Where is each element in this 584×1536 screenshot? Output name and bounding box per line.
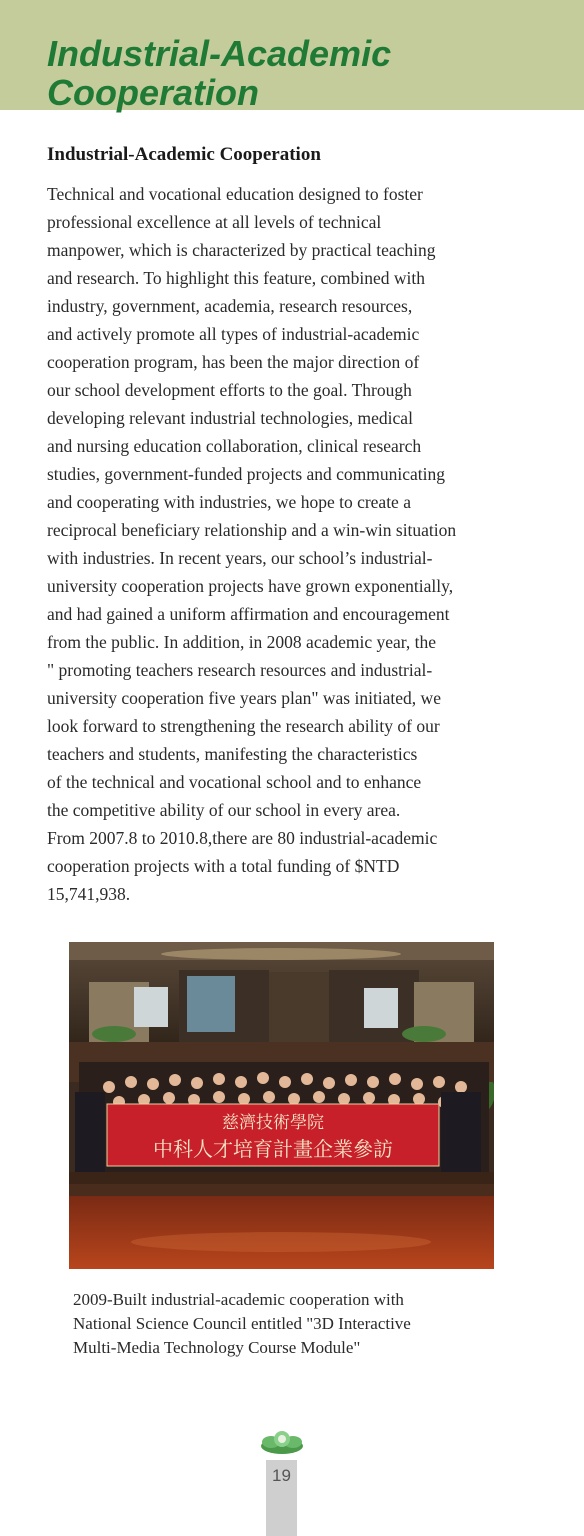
- banner-text-line1: 慈濟技術學院: [222, 1113, 324, 1133]
- body-line: teachers and students, manifesting the characteristics: [47, 744, 418, 764]
- body-line: developing relevant industrial technologies, medical: [47, 408, 413, 428]
- page-title: Industrial-Academic Cooperation: [47, 33, 392, 113]
- body-line: our school development efforts to the goal. Through: [47, 380, 412, 400]
- body-line: From 2007.8 to 2010.8,there are 80 industrial-academic: [47, 828, 438, 848]
- body-line: " promoting teachers research resources and industrial-: [47, 660, 433, 680]
- header-band: [0, 0, 584, 113]
- body-line: and cooperating with industries, we hope to create a: [47, 492, 411, 512]
- body-line: and actively promote all types of industrial-academic: [47, 324, 420, 344]
- body-line: studies, government-funded projects and communicating: [47, 464, 446, 484]
- section-heading: Industrial-Academic Cooperation: [47, 144, 321, 165]
- body-line: 15,741,938.: [47, 884, 131, 904]
- lotus-emblem-icon: [259, 1428, 305, 1458]
- body-line: and nursing education collaboration, clinical research: [47, 436, 422, 456]
- page-number-tab: [266, 1460, 297, 1536]
- caption-line: 2009-Built industrial-academic cooperation with: [73, 1290, 404, 1309]
- body-line: look forward to strengthening the research ability of our: [47, 716, 440, 736]
- body-line: from the public. In addition, in 2008 academic year, the: [47, 632, 437, 652]
- banner-text-line2: 中科人才培育計畫企業參訪: [153, 1137, 393, 1161]
- body-line: and had gained a uniform affirmation and encouragement: [47, 604, 450, 624]
- group-photo-illustration: [69, 942, 494, 1269]
- body-line: cooperation program, has been the major direction of: [47, 352, 420, 372]
- body-line: cooperation projects with a total funding of $NTD: [47, 856, 400, 876]
- body-line: with industries. In recent years, our school’s industrial-: [47, 548, 433, 568]
- body-line: university cooperation projects have grown exponentially,: [47, 576, 454, 596]
- caption-line: Multi-Media Technology Course Module": [73, 1338, 361, 1357]
- photo-caption: [73, 1288, 493, 1360]
- body-line: industry, government, academia, research resources,: [47, 296, 413, 316]
- body-line: Technical and vocational education designed to foster: [47, 184, 423, 204]
- body-line: professional excellence at all levels of technical: [47, 212, 382, 232]
- body-line: of the technical and vocational school and to enhance: [47, 772, 422, 792]
- caption-line: National Science Council entitled "3D Interactive: [73, 1314, 411, 1333]
- body-line: manpower, which is characterized by practical teaching: [47, 240, 436, 260]
- body-line: the competitive ability of our school in every area.: [47, 800, 401, 820]
- body-paragraph: [47, 180, 527, 908]
- body-line: university cooperation five years plan" was initiated, we: [47, 688, 441, 708]
- page-number: 19: [272, 1466, 291, 1485]
- body-line: and research. To highlight this feature, combined with: [47, 268, 426, 288]
- group-photo: [69, 942, 494, 1269]
- body-line: reciprocal beneficiary relationship and a win-win situation: [47, 520, 457, 540]
